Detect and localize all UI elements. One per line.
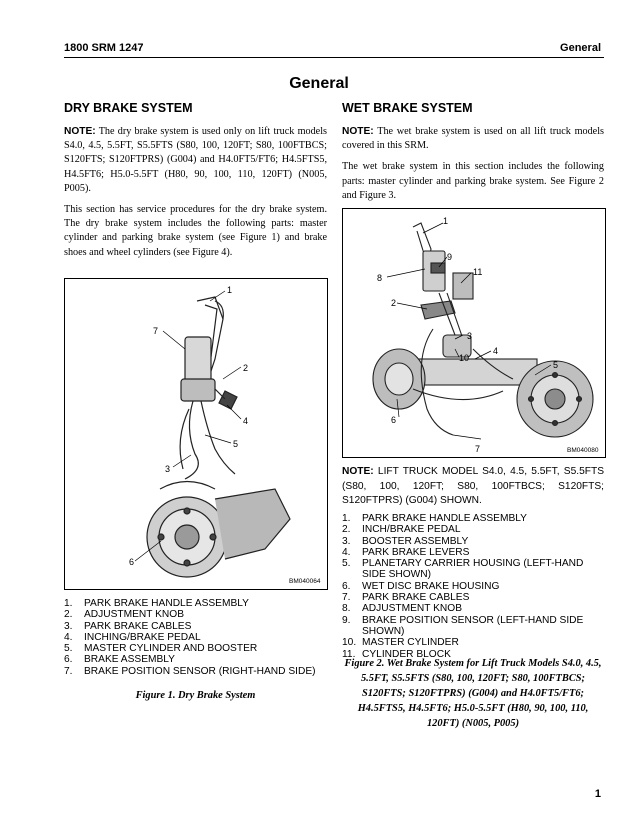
figure-2-callout: 5 <box>553 360 559 370</box>
note-label: NOTE: <box>342 126 374 137</box>
figure-2-callout: 9 <box>447 252 453 262</box>
legend-item: 5. MASTER CYLINDER AND BOOSTER <box>64 643 258 655</box>
figure-1-callout: 2 <box>243 363 249 373</box>
legend-item: 1. PARK BRAKE HANDLE ASSEMBLY <box>64 598 249 609</box>
figure-2-callout: 8 <box>377 273 383 283</box>
legend-item: 4. INCHING/BRAKE PEDAL <box>64 631 201 643</box>
note-label: NOTE: <box>342 466 374 477</box>
note-text: The dry brake system is used only on lift truck models S4.0, 4.5, 5.5FT, S5.5FTS (S80, 100, 120FT; S80, 100FTBCS; S120FTS; S120FTPRS) (G004) and H4.0FT5/FT6; H4.5FTS5, H4.5FT6; H5.0-5.5FT (H80, 90, 100, 110, 120FT) (N005, P005). <box>64 126 327 194</box>
dry-brake-drawing <box>65 279 327 589</box>
legend-item: 4. PARK BRAKE LEVERS <box>342 546 470 558</box>
figure-1-callout: 1 <box>227 285 233 295</box>
legend-item: 7. BRAKE POSITION SENSOR (RIGHT-HAND SIDE) <box>64 665 316 677</box>
legend-item: 3. BOOSTER ASSEMBLY <box>342 535 469 547</box>
document-number: 1800 SRM 1247 <box>64 42 144 54</box>
header-section-name: General <box>560 42 601 54</box>
figure-1-id: BM040064 <box>289 578 321 585</box>
figure-2-caption: Figure 2. Wet Brake System for Lift Truck Models S4.0, 4.5, 5.5FT, S5.5FTS (S80, 100, 120FT; S80, 100FTBCS; S120FTS; S120FTPRS) (G004) and H4.0FT5/FT6; H4.5FTS5, H4.5FT6; H5.0-5.5FT (H80, 90, 100, 110, 120FT) (N005, P005) <box>344 658 602 729</box>
dry-brake-title: DRY BRAKE SYSTEM <box>64 101 193 115</box>
wet-brake-paragraph: The wet brake system in this section includes the following parts: master cylinder and parking brake system. See Figure 2 and Figure 3. <box>342 161 604 201</box>
figure-1-callout: 5 <box>233 439 239 449</box>
figure-2-callout: 10 <box>459 353 470 363</box>
figure-1-callout: 6 <box>129 557 135 567</box>
figure-1-callout: 4 <box>243 416 249 426</box>
figure-2-callout: 2 <box>391 298 397 308</box>
figure-1-callout: 7 <box>153 326 159 336</box>
legend-item: 11. CYLINDER BLOCK <box>342 648 451 660</box>
legend-item: 2. INCH/BRAKE PEDAL <box>342 524 461 536</box>
figure-1-callout: 3 <box>165 464 171 474</box>
legend-item: 9. BRAKE POSITION SENSOR (LEFT-HAND SIDE SHOWN) <box>342 614 584 637</box>
dry-brake-note <box>64 125 327 196</box>
legend-item: 5. PLANETARY CARRIER HOUSING (LEFT-HAND SIDE SHOWN) <box>342 558 584 581</box>
figure-2-callout: 3 <box>467 331 473 341</box>
wet-brake-drawing <box>343 209 605 457</box>
note-text: The wet brake system is used on all lift truck models covered in this SRM. <box>342 126 604 152</box>
figure-2-illustration <box>342 208 606 458</box>
figure-2-id: BM040080 <box>567 447 599 454</box>
figure-2-callout: 11 <box>473 267 483 277</box>
wet-brake-note <box>342 125 604 153</box>
dry-brake-paragraph: This section has service procedures for the dry brake system. The dry brake system includes the following parts: master cylinder and parking brake system (see Figure 1) and brake shoes and wheel cylinders (see Figure 4). <box>64 204 327 258</box>
note-text: LIFT TRUCK MODEL S4.0, 4.5, 5.5FT, S5.5FTS (S80, 100, 120FT; S80, 100FTBCS; S120FTS; S120FTPRS) (G004) SHOWN. <box>342 466 604 507</box>
legend-item: 7. PARK BRAKE CABLES <box>342 592 470 604</box>
dry-brake-section <box>64 101 327 260</box>
legend-item: 6. BRAKE ASSEMBLY <box>64 654 175 666</box>
wet-brake-title: WET BRAKE SYSTEM <box>342 101 473 115</box>
figure-2-callout: 7 <box>475 444 481 454</box>
page-title: General <box>289 75 349 92</box>
legend-item: 2. ADJUSTMENT KNOB <box>64 609 184 621</box>
legend-item: 3. PARK BRAKE CABLES <box>64 620 192 632</box>
figure-2-callout: 6 <box>391 415 397 425</box>
note-label: NOTE: <box>64 126 96 137</box>
legend-item: 1. PARK BRAKE HANDLE ASSEMBLY <box>342 513 527 524</box>
header-rule <box>64 57 604 58</box>
figure-1-legend <box>64 598 327 677</box>
figure-1-caption: Figure 1. Dry Brake System <box>135 690 256 701</box>
figure-2-callout: 4 <box>493 346 499 356</box>
wet-brake-section <box>342 101 604 203</box>
legend-item: 10. MASTER CYLINDER <box>342 637 459 649</box>
figure-2-callout: 1 <box>443 216 449 226</box>
page-number: 1 <box>594 788 601 800</box>
figure-1-illustration <box>64 278 328 590</box>
legend-item: 6. WET DISC BRAKE HOUSING <box>342 580 500 592</box>
legend-item: 8. ADJUSTMENT KNOB <box>342 603 462 615</box>
figure-2-legend <box>342 513 604 660</box>
figure-2-model-note <box>342 465 604 509</box>
